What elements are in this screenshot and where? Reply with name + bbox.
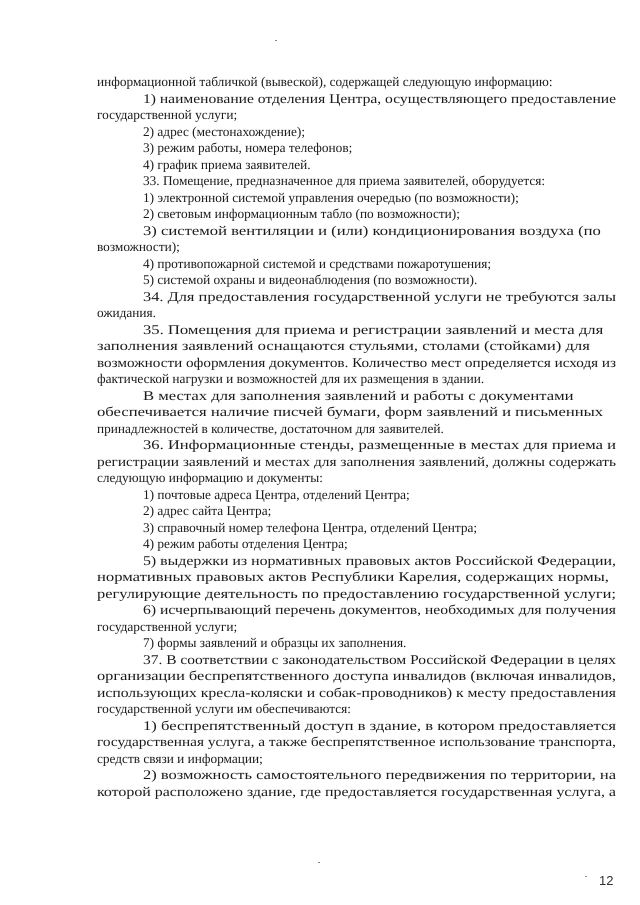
text-line: 2) адрес сайта Центра;: [143, 503, 272, 518]
text-line: 2) световым информационным табло (по возможности);: [143, 206, 460, 221]
text-line: 4) противопожарной системой и средствами пожаротушения;: [143, 256, 492, 271]
text-line: 7) формы заявлений и образцы их заполнения.: [143, 635, 407, 650]
text-line: 34. Для предоставления государственной услуги не требуются залы: [143, 289, 616, 304]
text-line: 4) график приема заявителей.: [143, 157, 311, 172]
text-line: 35. Помещения для приема и регистрации заявлений и места для: [143, 322, 604, 337]
text-line: 1) электронной системой управления очередью (по возможности);: [143, 190, 519, 205]
scan-speck: [275, 40, 277, 41]
text-line: нормативных правовых актов Республики Карелия, содержащих нормы,: [97, 569, 609, 584]
text-line: ожидания.: [97, 305, 156, 320]
text-line: фактической нагрузки и возможностей для их размещения в здании.: [97, 371, 485, 386]
text-line: 36. Информационные стенды, размещенные в местах для приема и: [143, 437, 616, 452]
text-line: государственной услуги им обеспечиваются:: [97, 701, 351, 716]
text-line: государственной услуги;: [97, 107, 238, 122]
text-line: 1) беспрепятственный доступ в здание, в котором предоставляется: [143, 718, 616, 733]
text-line: В местах для заполнения заявлений и работы с документами: [143, 388, 574, 403]
text-line: государственная услуга, а также беспрепятственное использование транспорта,: [97, 734, 617, 749]
text-line: 5) системой охраны и видеонаблюдения (по возможности).: [143, 272, 478, 287]
text-line: 2) адрес (местонахождение);: [143, 124, 306, 139]
text-line: обеспечивается наличие писчей бумаги, форм заявлений и письменных: [97, 404, 604, 419]
text-line: 3) системой вентиляции и (или) кондиционирования воздуха (по: [143, 223, 601, 238]
text-line: возможности оформления документов. Количество мест определяется исходя из: [97, 355, 617, 370]
text-line: регистрации заявлений и местах для заполнения заявлений, должны содержать: [97, 454, 616, 469]
text-line: 6) исчерпывающий перечень документов, необходимых для получения: [143, 602, 617, 617]
text-line: регулирующие деятельность по предоставлению государственной услуги;: [97, 586, 617, 601]
text-line: 3) справочный номер телефона Центра, отделений Центра;: [143, 520, 478, 535]
text-line: следующую информацию и документы:: [97, 470, 323, 485]
text-line: 5) выдержки из нормативных правовых актов Российской Федерации,: [143, 553, 616, 568]
text-line: 2) возможность самостоятельного передвижения по территории, на: [143, 767, 616, 782]
text-line: 3) режим работы, номера телефонов;: [143, 140, 353, 155]
scan-speck: [318, 862, 320, 863]
text-line: организации беспрепятственного доступа инвалидов (включая инвалидов,: [97, 668, 616, 683]
page-number: 12: [599, 873, 614, 888]
text-line: которой расположено здание, где предоставляется государственная услуга, а: [97, 784, 616, 799]
text-line: 37. В соответствии с законодательством Российской Федерации в целях: [143, 652, 616, 667]
text-line: средств связи и информации;: [97, 751, 263, 766]
text-line: заполнения заявлений оснащаются стульями, столами (стойками) для: [97, 338, 590, 353]
text-line: принадлежностей в количестве, достаточном для заявителей.: [97, 421, 444, 436]
text-line: 33. Помещение, предназначенное для приема заявителей, оборудуется:: [143, 173, 546, 188]
text-line: использующих кресла-коляски и собак-проводников) к месту предоставления: [97, 685, 617, 700]
scan-speck: [585, 876, 587, 877]
text-line: 1) почтовые адреса Центра, отделений Центра;: [143, 487, 410, 502]
text-line: 4) режим работы отделения Центра;: [143, 536, 348, 551]
text-line: государственной услуги;: [97, 619, 238, 634]
text-line: информационной табличкой (вывеской), содержащей следующую информацию:: [97, 74, 553, 89]
text-line: возможности);: [97, 239, 180, 254]
text-line: 1) наименование отделения Центра, осуществляющего предоставление: [143, 91, 617, 106]
